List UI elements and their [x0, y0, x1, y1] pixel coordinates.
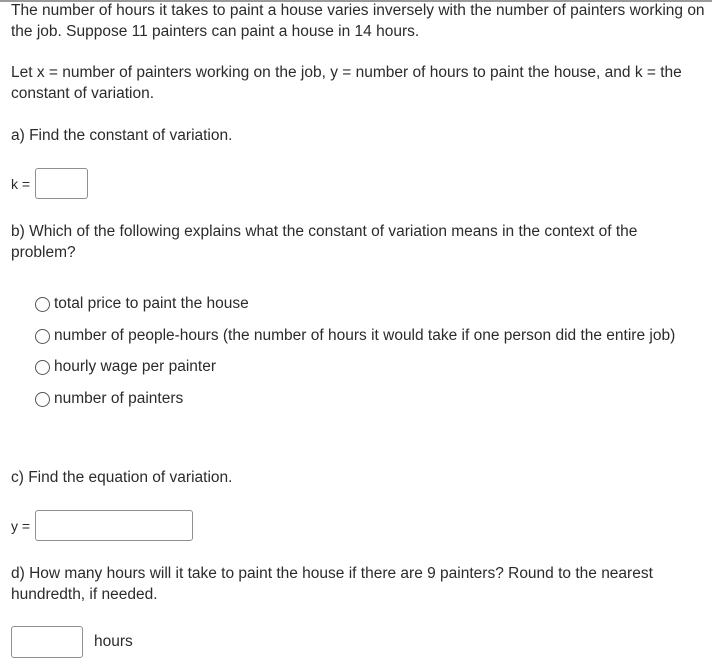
problem-definitions: Let x = number of painters working on the job, y = number of hours to paint the house, and k = the constant of variation.	[11, 64, 682, 102]
option-label: hourly wage per painter	[54, 358, 216, 375]
option-label: number of people-hours (the number of hours it would take if one person did the entire job)	[54, 327, 676, 344]
hours-answer-input[interactable]	[11, 626, 83, 658]
option-label: number of painters	[54, 390, 184, 407]
part-a-question: a) Find the constant of variation.	[11, 127, 233, 144]
option-label: total price to paint the house	[54, 295, 249, 312]
radio-button[interactable]	[35, 392, 50, 407]
option-total-price[interactable]	[35, 294, 249, 314]
part-b-question: b) Which of the following explains what the constant of variation means in the context of the problem?	[11, 223, 638, 261]
hours-unit-label: hours	[94, 633, 133, 650]
radio-button[interactable]	[35, 329, 50, 344]
problem-intro: The number of hours it takes to paint a house varies inversely with the number of painters working on the job. Suppose 11 painters can paint a house in 14 hours.	[11, 2, 705, 40]
k-answer-input[interactable]	[35, 168, 88, 199]
option-people-hours[interactable]	[35, 326, 675, 346]
radio-button[interactable]	[35, 297, 50, 312]
k-label: k =	[11, 176, 31, 192]
y-label: y =	[11, 518, 31, 534]
option-hourly-wage[interactable]	[35, 357, 216, 377]
option-number-of-painters[interactable]	[35, 389, 183, 409]
part-c-question: c) Find the equation of variation.	[11, 469, 233, 486]
radio-button[interactable]	[35, 360, 50, 375]
equation-answer-input[interactable]	[35, 510, 193, 541]
part-d-question: d) How many hours will it take to paint the house if there are 9 painters? Round to the nearest hundredth, if needed.	[11, 565, 653, 603]
